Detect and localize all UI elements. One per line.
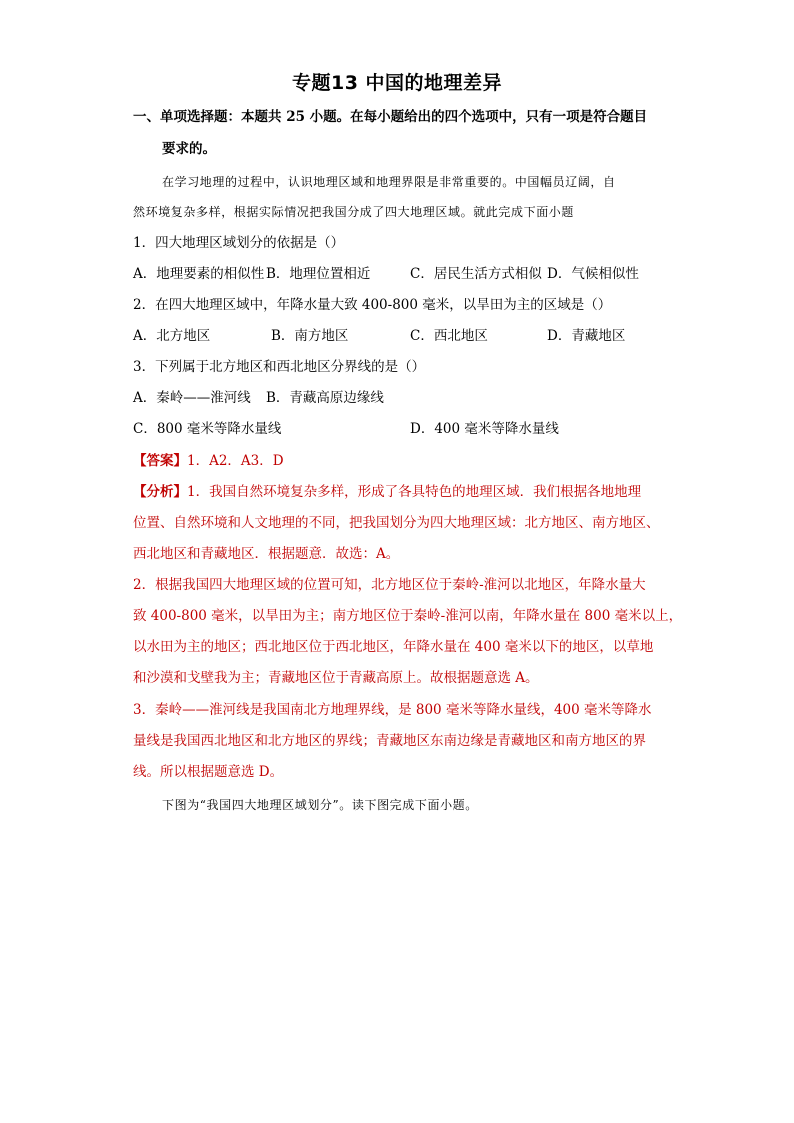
analysis-line-8: 3．秦岭——淮河线是我国南北方地理界线，是 800 毫米等降水量线，400 毫米等降水 (133, 702, 652, 718)
analysis-line-3: 西北地区和青藏地区．根据题意．故选：A。 (133, 546, 400, 562)
question-3-option-a: A．秦岭——淮河线 (133, 390, 251, 406)
analysis-text-1: 1．我国自然环境复杂多样，形成了各具特色的地理区域．我们根据各地地理 (187, 484, 642, 500)
intro-line-1: 在学习地理的过程中，认识地理区域和地理界限是非常重要的。中国幅员辽阔，自 (162, 175, 616, 189)
answer-label: 【答案】 (133, 453, 187, 469)
question-1-option-b: B．地理位置相近 (266, 266, 371, 282)
answer-text: 1．A2．A3．D (187, 453, 284, 469)
question-1-stem: 1．四大地理区域划分的依据是（） (133, 235, 345, 251)
analysis-line-9: 量线是我国西北地区和北方地区的界线；青藏地区东南边缘是青藏地区和南方地区的界 (133, 733, 646, 749)
question-1-option-c: C．居民生活方式相似 (410, 266, 542, 282)
question-2-stem: 2．在四大地理区域中，年降水量大致 400-800 毫米，以旱田为主的区域是（） (133, 297, 612, 313)
analysis-line-5: 致 400-800 毫米，以旱田为主；南方地区位于秦岭-淮河以南，年降水量在 800 毫米以上， (133, 608, 683, 624)
answer-line (133, 451, 284, 471)
analysis-line-7: 和沙漠和戈壁我为主；青藏地区位于青藏高原上。故根据题意选 A。 (133, 670, 539, 686)
question-3-stem: 3．下列属于北方地区和西北地区分界线的是（） (133, 359, 426, 375)
question-3-option-d: D．400 毫米等降水量线 (410, 421, 559, 437)
analysis-line-10: 线。所以根据题意选 D。 (133, 764, 284, 780)
question-1-option-a: A．地理要素的相似性 (133, 266, 265, 282)
question-3-option-c: C．800 毫米等降水量线 (133, 421, 282, 437)
question-1-option-d: D．气候相似性 (547, 266, 639, 282)
question-2-option-d: D．青藏地区 (547, 328, 626, 344)
analysis-line-6: 以水田为主的地区；西北地区位于西北地区，年降水量在 400 毫米以下的地区，以草地 (133, 639, 654, 655)
intro-line-2: 然环境复杂多样，根据实际情况把我国分成了四大地理区域。就此完成下面小题 (133, 205, 575, 219)
question-2-option-c: C．西北地区 (410, 328, 488, 344)
section-heading-line-2: 要求的。 (162, 141, 216, 157)
question-3-option-b: B．青藏高原边缘线 (266, 390, 384, 406)
page-title: 专题13 中国的地理差异 (291, 72, 503, 94)
analysis-line-1 (133, 482, 641, 502)
analysis-line-4: 2．根据我国四大地理区域的位置可知，北方地区位于秦岭-淮河以北地区，年降水量大 (133, 577, 646, 593)
question-2-option-b: B．南方地区 (271, 328, 349, 344)
analysis-line-2: 位置、自然环境和人文地理的不同，把我国划分为四大地理区域：北方地区、南方地区、 (133, 515, 660, 531)
section-heading-line-1: 一、单项选择题：本题共 25 小题。在每小题给出的四个选项中，只有一项是符合题目 (133, 109, 648, 125)
next-question-intro: 下图为“我国四大地理区域划分”。读下图完成下面小题。 (162, 798, 478, 812)
question-2-option-a: A．北方地区 (133, 328, 211, 344)
analysis-label: 【分析】 (133, 484, 187, 500)
